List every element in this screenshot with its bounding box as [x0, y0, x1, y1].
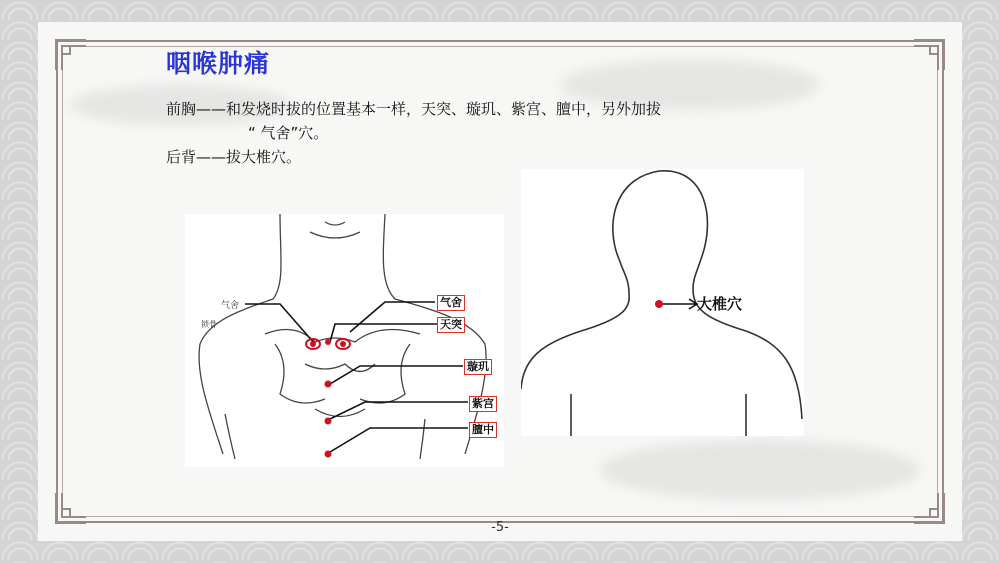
- frame-corner-icon: [54, 38, 88, 72]
- callout-zigong: 紫宫: [469, 396, 497, 412]
- text-line-qishe: “ 气舍”穴。: [248, 124, 329, 142]
- back-acupoint-image: [521, 169, 804, 436]
- slide-title: 咽喉肿痛: [166, 49, 271, 78]
- frame-corner-icon: [912, 38, 946, 72]
- back-outline-drawing: [521, 169, 804, 436]
- front-acupoint-image: [185, 214, 504, 467]
- label-qishe-left: 气舍: [221, 301, 240, 311]
- chest-outline-drawing: [185, 214, 504, 467]
- callout-danzhong: 膻中: [469, 422, 497, 438]
- label-clavicle: 锁骨: [201, 320, 217, 329]
- callout-xuanji: 璇玑: [464, 359, 492, 375]
- page-number: -5-: [491, 520, 509, 535]
- callout-qishe: 气舍: [437, 295, 465, 311]
- acupoint-markers: [306, 339, 350, 458]
- callout-dazhui: 大椎穴: [697, 295, 743, 313]
- callout-tiantu: 天突: [437, 317, 465, 333]
- text-line-back: 后背——拔大椎穴。: [166, 148, 302, 166]
- text-line-front: 前胸——和发烧时拔的位置基本一样，天突、璇玑、紫宫、膻中，另外加拔: [166, 100, 662, 118]
